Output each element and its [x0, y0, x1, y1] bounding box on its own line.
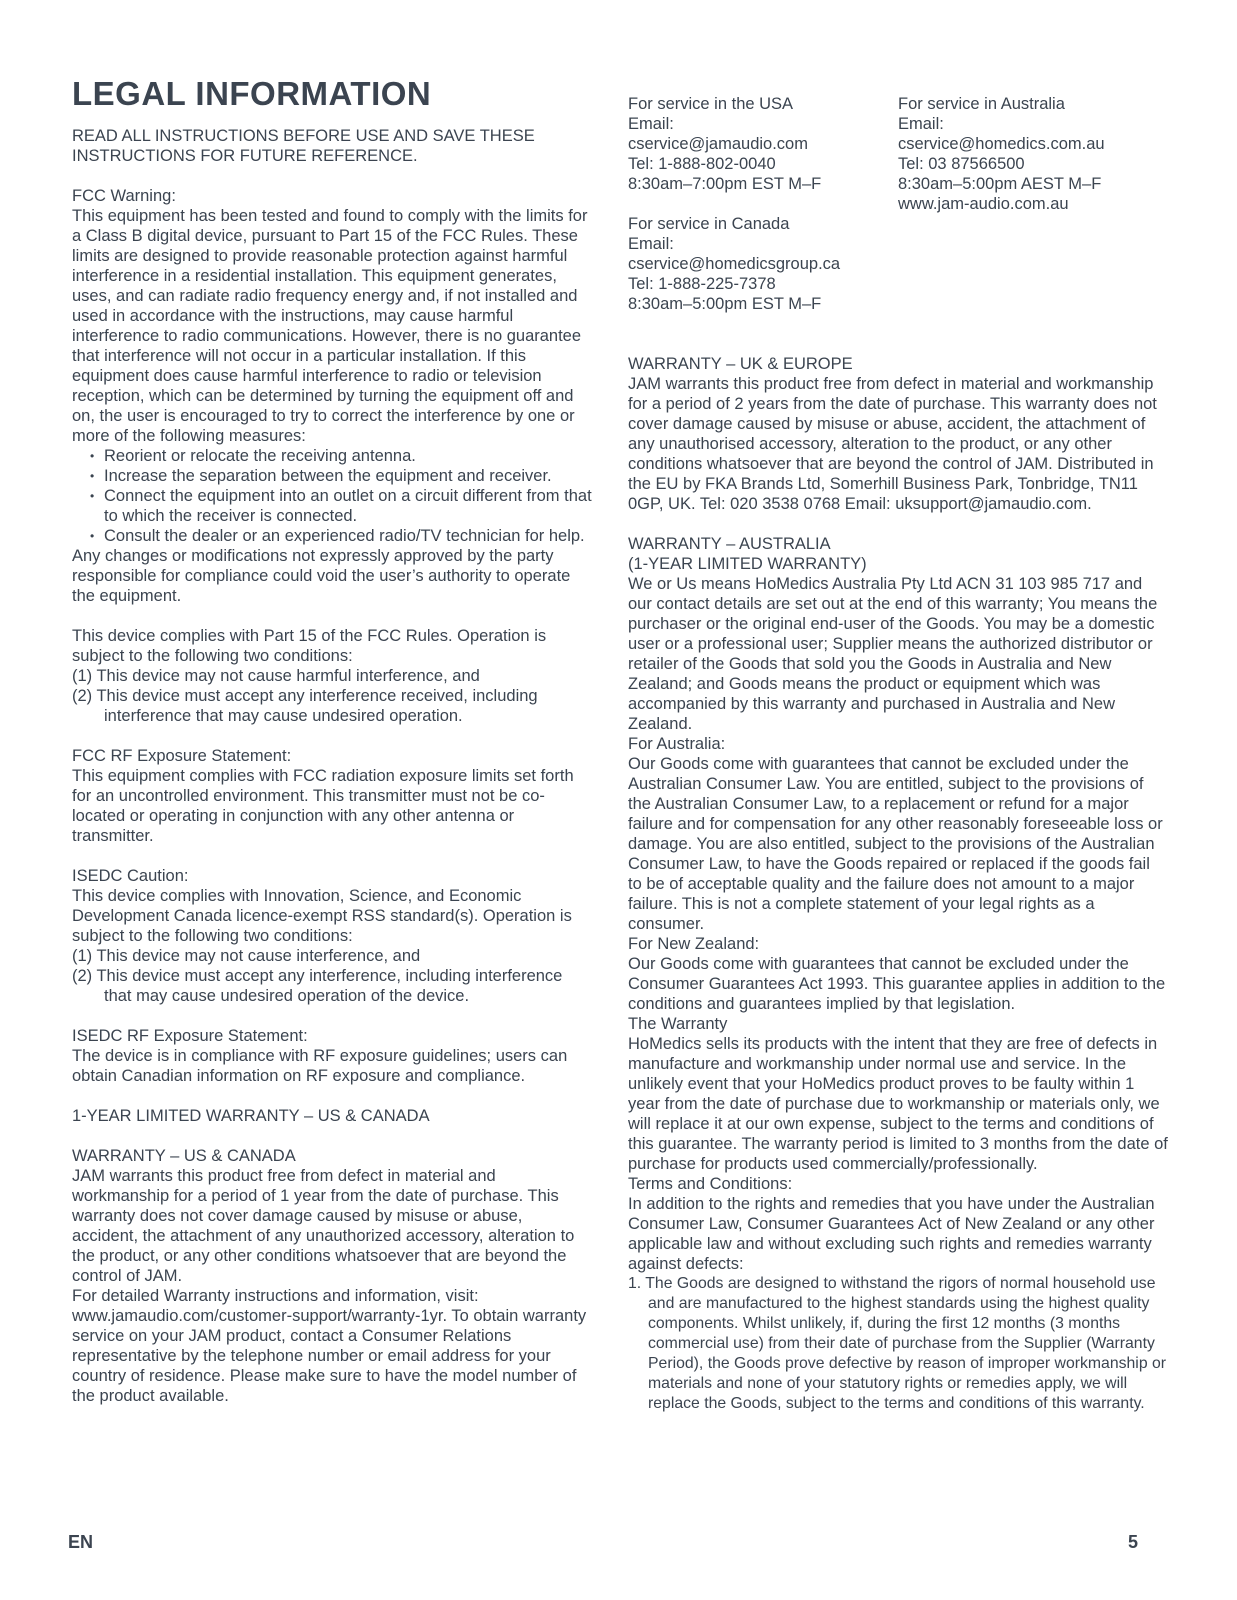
contact-australia [898, 94, 1168, 214]
intro-notice: READ ALL INSTRUCTIONS BEFORE USE AND SAVE THESE INSTRUCTIONS FOR FUTURE REFERENCE. [72, 127, 535, 165]
list-item: (1) This device may not cause interference, and [72, 947, 421, 965]
contact-website: www.jam-audio.com.au [898, 195, 1069, 213]
list-item: (2) This device must accept any interference, including interference that may cause undesired operation of the device. [72, 967, 563, 1005]
the-warranty-heading: The Warranty [628, 1015, 728, 1033]
isedc-rf-body: The device is in compliance with RF exposure guidelines; users can obtain Canadian information on RF exposure and compliance. [72, 1047, 568, 1085]
fcc-measures-list [72, 446, 592, 546]
isedc-rf-heading: ISEDC RF Exposure Statement: [72, 1027, 308, 1045]
for-nz-heading: For New Zealand: [628, 935, 760, 953]
fcc-rf-heading: FCC RF Exposure Statement: [72, 747, 292, 765]
the-warranty-body: HoMedics sells its products with the intent that they are free of defects in manufacture and workmanship under normal use and service. In the unlikely event that your HoMedics product proves to be faulty within 1 year from the date of purchase due to workmanship or materials only, we will replace it at our own expense, subject to the terms and conditions of this guarantee. The warranty period is limited to 3 months from the date of purchase for products used commercially/professionally. [628, 1035, 1168, 1173]
contact-hours: 8:30am–5:00pm AEST M–F [898, 175, 1102, 193]
list-item: • Reorient or relocate the receiving antenna. [90, 446, 592, 466]
contact-phone: Tel: 03 87566500 [898, 155, 1025, 173]
isedc-caution-heading: ISEDC Caution: [72, 867, 189, 885]
warranty-uk-heading: WARRANTY – UK & EUROPE [628, 355, 853, 373]
service-contacts [628, 94, 1168, 334]
terms-list [628, 1274, 1168, 1414]
contact-heading: For service in Canada [628, 215, 790, 233]
fcc-warning-heading: FCC Warning: [72, 187, 176, 205]
contact-hours: 8:30am–5:00pm EST M–F [628, 295, 822, 313]
list-item: • Consult the dealer or an experienced radio/TV technician for help. [90, 526, 592, 546]
list-item: • Increase the separation between the equipment and receiver. [90, 466, 592, 486]
contact-canada [628, 214, 898, 314]
contact-email-label: Email: [628, 115, 674, 133]
part15-body: This device complies with Part 15 of the FCC Rules. Operation is subject to the following two conditions: [72, 627, 547, 665]
page-title: LEGAL INFORMATION [72, 75, 432, 112]
limited-warranty-heading: 1-YEAR LIMITED WARRANTY – US & CANADA [72, 1107, 430, 1125]
contact-email: cservice@jamaudio.com [628, 135, 808, 153]
list-item: (2) This device must accept any interference received, including interference that may cause undesired operation. [72, 687, 538, 725]
contact-heading: For service in Australia [898, 95, 1065, 113]
list-item: • Connect the equipment into an outlet on a circuit different from that to which the receiver is connected. [90, 486, 592, 526]
warranty-uk-body: JAM warrants this product free from defect in material and workmanship for a period of 2 years from the date of purchase. This warranty does not cover damage caused by misuse or abuse, accident, the attachment of any unauthorised accessory, alteration to the product, or any other conditions whatsoever that are beyond the control of JAM. Distributed in the EU by FKA Brands Ltd, Somerhill Business Park, Tonbridge, TN11 0GP, UK. Tel: 020 3538 0768 Email: uksupport@jamaudio.com. [628, 375, 1157, 513]
warranty-us-body: JAM warrants this product free from defect in material and workmanship for a period of 1 year from the date of purchase. This warranty does not cover damage caused by misuse or abuse, accident, the attachment of any unauthorized accessory, alteration to the product, or any other conditions whatsoever that are beyond the control of JAM. [72, 1167, 575, 1285]
for-nz-body: Our Goods come with guarantees that cannot be excluded under the Consumer Guarantees Act 1993. This guarantee applies in addition to the conditions and guarantees implied by that legislation. [628, 955, 1166, 1013]
contact-heading: For service in the USA [628, 95, 794, 113]
fcc-warning-body: This equipment has been tested and found to comply with the limits for a Class B digital device, pursuant to Part 15 of the FCC Rules. These limits are designed to provide reasonable protection against harmful interference in a residential installation. This equipment generates, uses, and can radiate radio frequency energy and, if not installed and used in accordance with the instructions, may cause harmful interference to radio communications. However, there is no guarantee that interference will not occur in a particular installation. If this equipment does cause harmful interference to radio or television reception, which can be determined by turning the equipment off and on, the user is encouraged to try to correct the interference by one or more of the following measures: [72, 207, 588, 445]
contact-email-label: Email: [628, 235, 674, 253]
left-column [72, 74, 592, 1406]
contact-phone: Tel: 1-888-802-0040 [628, 155, 776, 173]
isedc-conditions [72, 946, 592, 1006]
terms-heading: Terms and Conditions: [628, 1175, 793, 1193]
contact-hours: 8:30am–7:00pm EST M–F [628, 175, 822, 193]
warranty-us-instructions: For detailed Warranty instructions and information, visit: www.jamaudio.com/customer-support/warranty-1yr. To obtain warranty service on your JAM product, contact a Consumer Relations representative by the telephone number or email address for your country of residence. Please make sure to have the model number of the product available. [72, 1287, 587, 1405]
language-tag: EN [68, 1532, 94, 1552]
fcc-rf-body: This equipment complies with FCC radiation exposure limits set forth for an uncontrolled environment. This transmitter must not be co-located or operating in conjunction with any other antenna or transmitter. [72, 767, 574, 845]
isedc-caution-body: This device complies with Innovation, Science, and Economic Development Canada licence-exempt RSS standard(s). Operation is subject to the following two conditions: [72, 887, 572, 945]
contact-email: cservice@homedicsgroup.ca [628, 255, 841, 273]
warranty-us-heading: WARRANTY – US & CANADA [72, 1147, 296, 1165]
part15-conditions [72, 666, 592, 726]
for-australia-body: Our Goods come with guarantees that cannot be excluded under the Australian Consumer Law. You are entitled, subject to the provisions of the Australian Consumer Law, to a replacement or refund for a major failure and for compensation for any other reasonably foreseeable loss or damage. You are also entitled, subject to the provisions of the Australian Consumer Law, to have the Goods repaired or replaced if the goods fail to be of acceptable quality and the failure does not amount to a major failure. This is not a complete statement of your legal rights as a consumer. [628, 755, 1163, 933]
list-item: 1. The Goods are designed to withstand the rigors of normal household use and are manufactured to the highest standards using the highest quality components. Whilst unlikely, if, during the first 12 months (3 months commercial use) from their date of purchase from the Supplier (Warranty Period), the Goods prove defective by reason of improper workmanship or materials and none of your statutory rights or remedies apply, we will replace the Goods, subject to the terms and conditions of this warranty. [628, 1275, 1167, 1412]
list-item: (1) This device may not cause harmful interference, and [72, 667, 480, 685]
contact-phone: Tel: 1-888-225-7378 [628, 275, 776, 293]
warranty-au-heading: WARRANTY – AUSTRALIA [628, 535, 831, 553]
page-number: 5 [1128, 1532, 1139, 1552]
right-column [628, 94, 1168, 1414]
fcc-changes-notice: Any changes or modifications not expressly approved by the party responsible for compliance could void the user’s authority to operate the equipment. [72, 547, 571, 605]
warranty-au-subheading: (1-YEAR LIMITED WARRANTY) [628, 555, 867, 573]
contact-email: cservice@homedics.com.au [898, 135, 1105, 153]
terms-body: In addition to the rights and remedies that you have under the Australian Consumer Law, Consumer Guarantees Act of New Zealand or any other applicable law and without excluding such rights and remedies warranty against defects: [628, 1195, 1155, 1273]
contact-usa [628, 94, 898, 194]
for-australia-heading: For Australia: [628, 735, 726, 753]
contact-email-label: Email: [898, 115, 944, 133]
warranty-au-definitions: We or Us means HoMedics Australia Pty Ltd ACN 31 103 985 717 and our contact details are set out at the end of this warranty; You means the purchaser or the original end-user of the Goods. You may be a domestic user or a professional user; Supplier means the authorized distributor or retailer of the Goods that sold you the Goods in Australia and New Zealand; and Goods means the product or equipment which was accompanied by this warranty and purchased in Australia and New Zealand. [628, 575, 1158, 733]
